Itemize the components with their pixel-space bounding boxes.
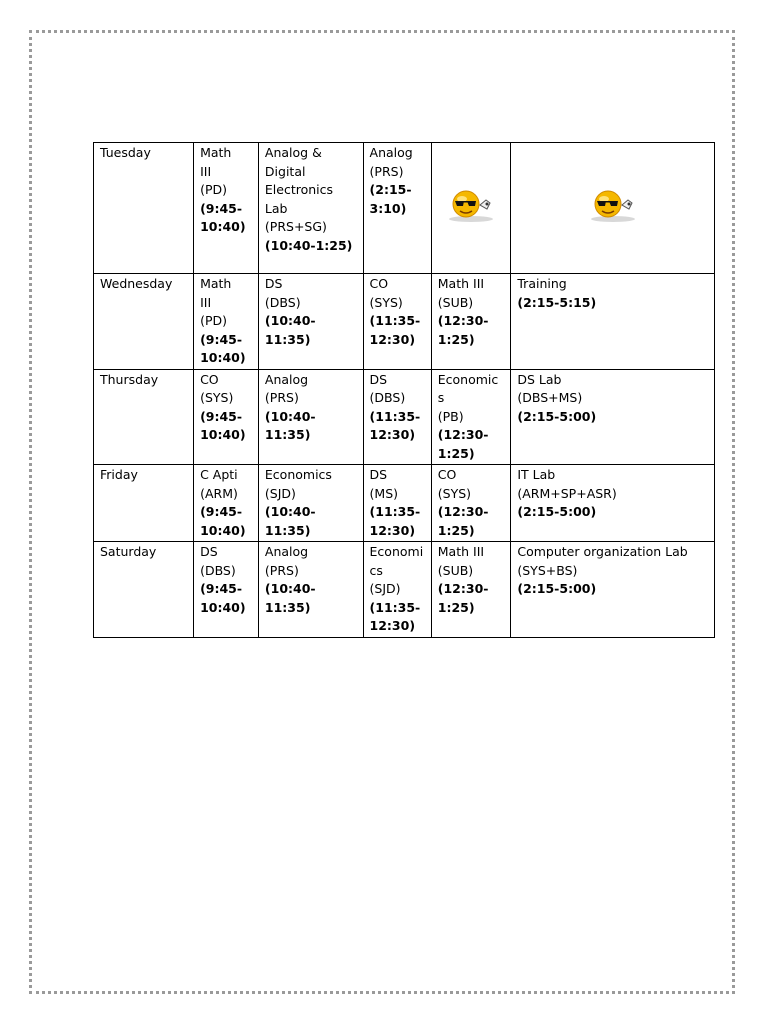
class-time: (10:40-11:35) bbox=[264, 408, 316, 442]
class-cell bbox=[511, 274, 715, 370]
class-time: (11:35-12:30) bbox=[369, 599, 421, 633]
class-line: Electronics bbox=[264, 182, 334, 197]
class-cell bbox=[194, 542, 259, 638]
class-time: (2:15-5:15) bbox=[517, 294, 597, 310]
class-line: (SJD) bbox=[369, 581, 401, 596]
class-cell bbox=[194, 369, 259, 465]
class-time: (11:35-12:30) bbox=[369, 313, 421, 347]
class-line: (PRS) bbox=[369, 163, 404, 179]
class-line: (PRS) bbox=[264, 390, 299, 405]
class-time: (10:40-11:35) bbox=[264, 313, 316, 347]
day-cell bbox=[94, 143, 194, 274]
day-cell bbox=[94, 369, 194, 465]
class-line: Analog bbox=[264, 371, 309, 387]
day-label: Friday bbox=[100, 467, 138, 482]
class-line: (SYS) bbox=[437, 485, 472, 501]
class-line: CO bbox=[200, 371, 219, 387]
table-row-friday bbox=[94, 465, 715, 542]
class-cell bbox=[194, 274, 259, 370]
class-line: (PD) bbox=[200, 182, 227, 197]
class-line: Computer organization Lab bbox=[517, 544, 688, 559]
class-line: DS Lab bbox=[517, 371, 562, 387]
class-time: (11:35-12:30) bbox=[369, 408, 421, 442]
class-cell bbox=[431, 465, 511, 542]
class-time: (10:40-11:35) bbox=[264, 504, 316, 538]
class-line: Math bbox=[200, 145, 232, 160]
cool-face-icon bbox=[446, 187, 496, 223]
class-time: (2:15-5:00) bbox=[517, 408, 597, 424]
class-cell bbox=[431, 274, 511, 370]
class-cell bbox=[431, 369, 511, 465]
class-line: Math III bbox=[437, 276, 485, 291]
class-cell bbox=[258, 465, 363, 542]
class-cell bbox=[511, 465, 715, 542]
class-line: Math III bbox=[437, 544, 485, 559]
cool-face-icon bbox=[588, 187, 638, 223]
class-line: (PD) bbox=[200, 313, 227, 328]
class-line: (DBS) bbox=[369, 390, 406, 405]
class-cell bbox=[363, 542, 431, 638]
class-line: Analog bbox=[264, 544, 309, 559]
class-cell bbox=[258, 143, 363, 274]
class-line: (SYS+BS) bbox=[517, 562, 578, 578]
class-cell bbox=[363, 274, 431, 370]
class-line: (SUB) bbox=[437, 294, 474, 310]
class-time: (10:40-1:25) bbox=[264, 237, 353, 253]
class-line: (PB) bbox=[437, 408, 464, 424]
class-line: DS bbox=[369, 467, 388, 482]
table-row-thursday bbox=[94, 369, 715, 465]
class-line: DS bbox=[369, 371, 388, 387]
class-time: (9:45-10:40) bbox=[200, 504, 246, 538]
day-label: Saturday bbox=[100, 544, 157, 559]
class-line: (SUB) bbox=[437, 562, 474, 578]
class-line: CO bbox=[437, 467, 457, 482]
class-time: (9:45-10:40) bbox=[200, 408, 246, 442]
class-line: Math bbox=[200, 276, 232, 291]
day-label: Thursday bbox=[100, 371, 159, 387]
class-line: Analog & bbox=[264, 145, 322, 160]
class-line: III bbox=[200, 163, 212, 179]
class-line: (DBS+MS) bbox=[517, 390, 583, 405]
class-time: (9:45-10:40) bbox=[200, 331, 246, 365]
class-line: (ARM+SP+ASR) bbox=[517, 485, 617, 501]
class-line: IT Lab bbox=[517, 467, 556, 482]
emoji-cell bbox=[431, 143, 511, 274]
class-time: (12:30-1:25) bbox=[437, 427, 489, 461]
class-time: (10:40-11:35) bbox=[264, 581, 316, 615]
day-cell bbox=[94, 274, 194, 370]
class-line: (PRS) bbox=[264, 562, 299, 578]
class-time: (2:15-3:10) bbox=[369, 182, 412, 216]
class-line: (MS) bbox=[369, 485, 399, 501]
class-line: Economics bbox=[264, 467, 332, 482]
class-cell bbox=[511, 542, 715, 638]
class-line: DS bbox=[264, 276, 283, 291]
emoji-cell bbox=[511, 143, 715, 274]
class-line: DS bbox=[200, 544, 218, 559]
class-line: cs bbox=[369, 562, 383, 578]
class-line: Economics bbox=[437, 371, 499, 405]
class-line: Analog bbox=[369, 145, 413, 160]
class-line: (SJD) bbox=[264, 485, 296, 501]
day-label: Wednesday bbox=[100, 276, 173, 291]
day-cell bbox=[94, 542, 194, 638]
class-cell bbox=[363, 143, 431, 274]
table-row-saturday bbox=[94, 542, 715, 638]
table-row-wednesday bbox=[94, 274, 715, 370]
class-time: (2:15-5:00) bbox=[517, 581, 597, 596]
class-line: Digital bbox=[264, 163, 306, 179]
day-label: Tuesday bbox=[100, 145, 151, 160]
class-cell bbox=[258, 542, 363, 638]
class-cell bbox=[363, 465, 431, 542]
class-line: (SYS) bbox=[369, 294, 403, 310]
class-cell bbox=[258, 274, 363, 370]
class-time: (12:30-1:25) bbox=[437, 313, 489, 347]
class-time: (2:15-5:00) bbox=[517, 504, 597, 519]
class-line: III bbox=[200, 294, 212, 310]
class-cell bbox=[194, 465, 259, 542]
class-time: (9:45-10:40) bbox=[200, 200, 246, 234]
class-cell bbox=[258, 369, 363, 465]
class-line: (PRS+SG) bbox=[264, 219, 327, 234]
class-cell bbox=[363, 369, 431, 465]
timetable bbox=[93, 142, 715, 638]
class-time: (12:30-1:25) bbox=[437, 504, 489, 538]
class-time: (11:35-12:30) bbox=[369, 504, 421, 538]
class-line: (SYS) bbox=[200, 390, 234, 405]
class-line: C Apti bbox=[200, 467, 238, 482]
table-row-tuesday bbox=[94, 143, 715, 274]
class-time: (9:45-10:40) bbox=[200, 581, 246, 615]
class-line: (DBS) bbox=[264, 294, 301, 310]
class-cell bbox=[194, 143, 259, 274]
class-line: Economi bbox=[369, 544, 424, 559]
class-line: Training bbox=[517, 276, 567, 291]
class-time: (12:30-1:25) bbox=[437, 581, 489, 615]
day-cell bbox=[94, 465, 194, 542]
class-line: (ARM) bbox=[200, 485, 238, 501]
class-line: Lab bbox=[264, 200, 288, 216]
class-line: CO bbox=[369, 276, 389, 291]
class-cell bbox=[511, 369, 715, 465]
class-line: (DBS) bbox=[200, 562, 236, 578]
class-cell bbox=[431, 542, 511, 638]
